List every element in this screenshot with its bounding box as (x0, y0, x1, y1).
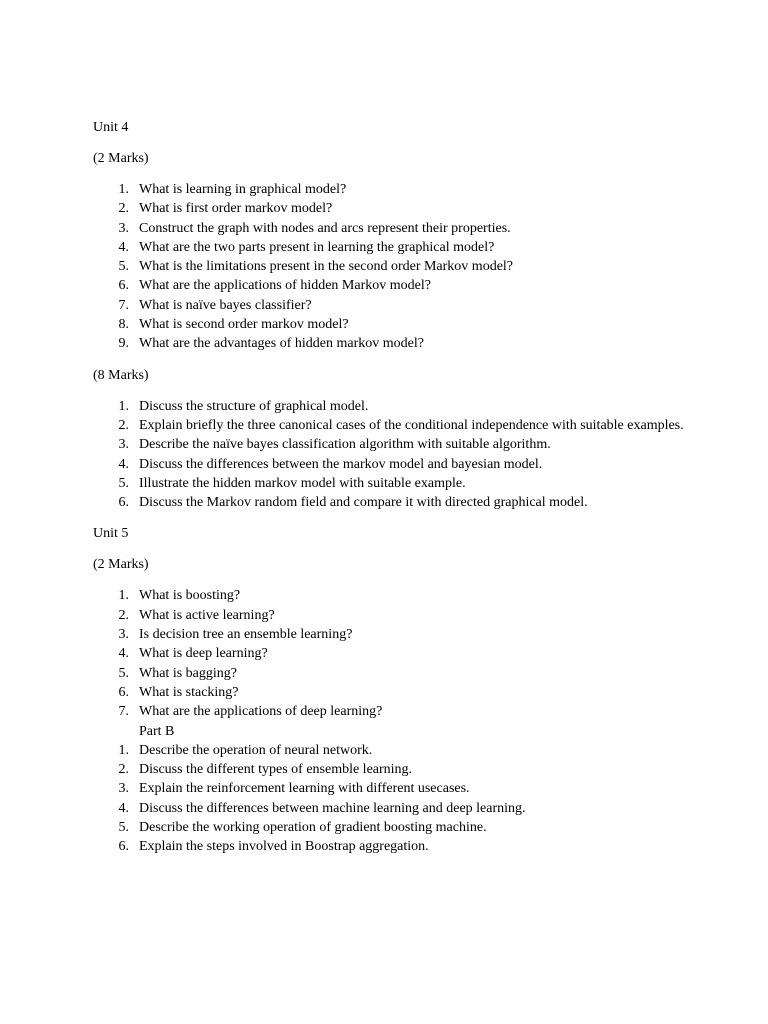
unit5-title: Unit 5 (93, 526, 129, 542)
list-item (93, 180, 693, 199)
question-text: What is first order markov model? (139, 201, 333, 217)
question-text: What is active learning? (139, 607, 275, 623)
document-content (93, 118, 693, 857)
question-text: Describe the operation of neural network. (139, 742, 373, 758)
list-number: 2 . (115, 760, 129, 779)
list-item (93, 818, 693, 837)
list-number: 5 . (115, 474, 129, 493)
question-text: Discuss the Markov random field and compare it with directed graphical model. (139, 495, 588, 511)
list-item (93, 664, 693, 683)
question-text: Discuss the different types of ensemble learning. (139, 762, 413, 778)
question-text: Construct the graph with nodes and arcs represent their properties. (139, 220, 511, 236)
list-number: 7 . (115, 296, 129, 315)
list-number: 1 . (115, 180, 129, 199)
question-text: What is learning in graphical model? (139, 182, 347, 197)
list-item (93, 702, 693, 721)
question-text: What is naïve bayes classifier? (139, 297, 312, 313)
question-text: What are the applications of hidden Markov model? (139, 278, 431, 294)
list-number: 8 . (115, 315, 129, 334)
list-item (93, 435, 693, 454)
list-number: 1 . (115, 586, 129, 605)
list-item (93, 397, 693, 416)
question-text: What is boosting? (139, 588, 241, 604)
question-text: What is the limitations present in the second order Markov model? (139, 259, 514, 275)
list-number: 6 . (115, 837, 129, 856)
unit5-part-b-list (93, 741, 693, 857)
list-item (93, 257, 693, 276)
question-text: Describe the naïve bayes classification algorithm with suitable algorithm. (139, 437, 551, 453)
list-number: 5 . (115, 664, 129, 683)
list-item (93, 625, 693, 644)
list-item (93, 606, 693, 625)
unit4-part-b-list (93, 397, 693, 513)
list-item (93, 586, 693, 605)
list-number: 4 . (115, 238, 129, 257)
question-text: Discuss the differences between machine learning and deep learning. (139, 800, 526, 816)
list-number: 4 . (115, 455, 129, 474)
list-number: 1 . (115, 741, 129, 760)
question-text: Explain briefly the three canonical cases of the conditional independence with suitable examples. (139, 417, 684, 433)
list-item (93, 644, 693, 663)
question-text: Describe the working operation of gradient boosting machine. (139, 820, 487, 836)
question-text: What is deep learning? (139, 646, 268, 662)
question-text: What are the two parts present in learning the graphical model? (139, 239, 495, 255)
list-number: 6 . (115, 493, 129, 512)
list-number: 3 . (115, 219, 129, 238)
unit4-part-b-heading: (8 Marks) (93, 367, 149, 383)
list-item (93, 779, 693, 798)
list-number: 9 . (115, 334, 129, 353)
unit4-part-a-heading: (2 Marks) (93, 151, 149, 166)
list-item (93, 493, 693, 512)
list-item (93, 741, 693, 760)
question-text: What are the advantages of hidden markov model? (139, 336, 424, 352)
list-item (93, 760, 693, 779)
list-item (93, 315, 693, 334)
unit5-part-b-heading: Part B (139, 723, 175, 739)
list-item (93, 296, 693, 315)
question-text: Explain the steps involved in Boostrap aggregation. (139, 839, 429, 855)
list-number: 5 . (115, 257, 129, 276)
list-item (93, 334, 693, 353)
list-number: 3 . (115, 779, 129, 798)
list-item (93, 219, 693, 238)
list-item (93, 474, 693, 493)
question-text: What is second order markov model? (139, 317, 349, 333)
list-number: 2 . (115, 199, 129, 218)
question-text: What is bagging? (139, 665, 237, 681)
unit5-part-a-heading: (2 Marks) (93, 557, 149, 573)
list-item (93, 199, 693, 218)
list-number: 3 . (115, 625, 129, 644)
question-text: Is decision tree an ensemble learning? (139, 627, 353, 643)
list-number: 2 . (115, 606, 129, 625)
list-number: 6 . (115, 683, 129, 702)
question-text: Illustrate the hidden markov model with suitable example. (139, 475, 466, 491)
question-text: Discuss the differences between the markov model and bayesian model. (139, 456, 543, 472)
list-item (93, 683, 693, 702)
list-number: 5 . (115, 818, 129, 837)
list-number: 3 . (115, 435, 129, 454)
list-item (93, 799, 693, 818)
unit5-part-a-list (93, 586, 693, 721)
list-item (93, 455, 693, 474)
list-number: 1 . (115, 397, 129, 416)
list-item (93, 837, 693, 856)
list-number: 6 . (115, 276, 129, 295)
list-number: 4 . (115, 799, 129, 818)
list-item (93, 276, 693, 295)
list-number: 2 . (115, 416, 129, 435)
list-item (93, 416, 693, 435)
list-number: 4 . (115, 644, 129, 663)
question-text: Explain the reinforcement learning with different usecases. (139, 781, 470, 797)
question-text: What is stacking? (139, 684, 239, 700)
unit4-title: Unit 4 (93, 120, 129, 135)
question-text: Discuss the structure of graphical model. (139, 398, 369, 414)
unit4-part-a-list (93, 180, 693, 354)
list-number: 7 . (115, 702, 129, 721)
question-text: What are the applications of deep learning? (139, 704, 383, 720)
list-item (93, 238, 693, 257)
